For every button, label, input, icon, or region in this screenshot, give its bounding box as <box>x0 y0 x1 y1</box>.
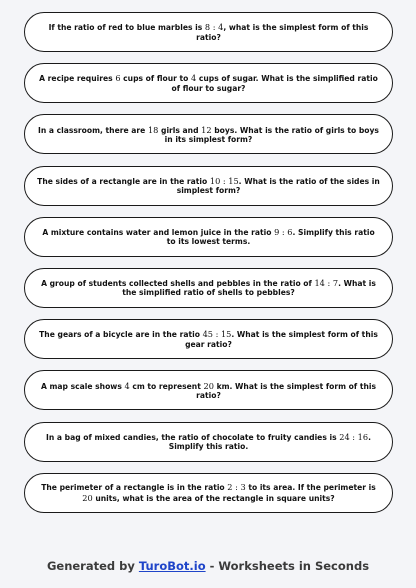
question-text: The gears of a bicycle are in the ratio 45 : 15. What is the simplest form of this gear ratio? <box>39 329 378 349</box>
math-value: 10 : 15 <box>209 175 239 186</box>
math-value: 24 : 16 <box>339 431 369 442</box>
math-value: 6 <box>115 73 121 84</box>
footer-prefix: Generated by <box>46 559 139 573</box>
math-value: 20 <box>82 492 93 503</box>
math-value: 12 <box>201 124 212 135</box>
math-value: 4 <box>190 73 197 84</box>
question-card-8 <box>24 370 393 410</box>
footer-suffix: - Worksheets in Seconds <box>205 559 370 573</box>
question-card-5 <box>24 217 393 257</box>
question-text: In a bag of mixed candies, the ratio of chocolate to fruity candies is 24 : 16. Simplify this ratio. <box>46 431 371 451</box>
math-value: 2 : 3 <box>227 482 246 493</box>
question-text: The sides of a rectangle are in the ratio 10 : 15. What is the ratio of the sides in simplest form? <box>37 175 380 196</box>
math-value: 20 <box>203 380 214 391</box>
question-card-3 <box>24 114 393 154</box>
question-text: A mixture contains water and lemon juice in the ratio 9 : 6. Simplify this ratio to its lowest terms. <box>42 227 375 247</box>
question-list <box>24 12 393 524</box>
math-value: 4 <box>124 380 130 391</box>
question-text: A recipe requires 6 cups of flour to 4 cups of sugar. What is the simplified ratio of flour to sugar? <box>39 73 378 93</box>
question-text: The perimeter of a rectangle is in the ratio 2 : 3 to its area. If the perimeter is 20 units, what is the area of the rectangle in square units? <box>41 482 376 503</box>
math-value: 8 : 4 <box>204 22 224 33</box>
question-card-1 <box>24 12 393 52</box>
question-text: A map scale shows 4 cm to represent 20 km. What is the simplest form of this ratio? <box>40 380 376 400</box>
math-value: 14 : 7 <box>314 278 339 289</box>
footer <box>0 559 416 573</box>
question-text: A group of students collected shells and pebbles in the ratio of 14 : 7. What is the simplified ratio of shells to pebbles? <box>41 278 376 298</box>
math-value: 9 : 6 <box>274 227 293 237</box>
question-card-7 <box>24 319 393 359</box>
math-value: 45 : 15 <box>202 329 232 340</box>
question-card-6 <box>24 268 393 308</box>
question-card-9 <box>24 422 393 462</box>
question-card-4 <box>24 166 393 206</box>
question-text: If the ratio of red to blue marbles is 8 : 4, what is the simplest form of this ratio? <box>48 22 369 42</box>
brand-link[interactable]: TuroBot.io <box>138 559 206 573</box>
question-text: In a classroom, there are 18 girls and 12 boys. What is the ratio of girls to boys in its simplest form? <box>38 124 379 144</box>
math-value: 18 <box>147 124 159 135</box>
question-card-2 <box>24 63 393 103</box>
question-card-10 <box>24 473 393 513</box>
